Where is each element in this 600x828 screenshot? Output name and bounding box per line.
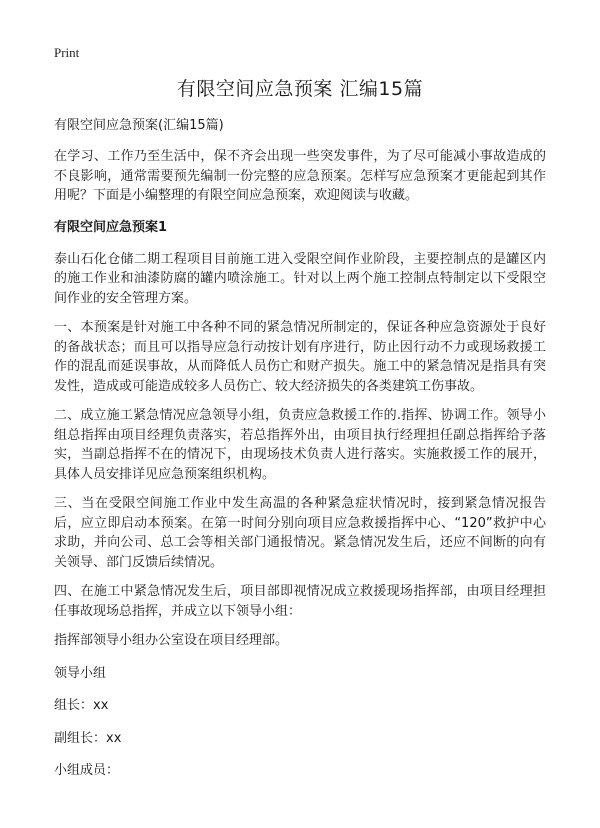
deputy-leader-line: 副组长：xx — [54, 730, 122, 746]
group-members-line: 小组成员： — [54, 763, 120, 778]
body-paragraph: 一、本预案是针对施工中各种不同的紧急情况所制定的，保证各种应急资源处于良好的备战状态；而且可以指导应急行动按计划有序进行，防止因行动不力或现场救援工作的混乱而延误事故，从而降低人员伤亡和财产损失。施工中的紧急情况是指具有突发性，造成或可能造成较多人员伤亡、较大经济损失的各类建筑工伤事故。 — [54, 320, 546, 394]
section-heading: 有限空间应急预案1 — [54, 219, 168, 235]
group-leader-line: 组长：xx — [54, 698, 109, 713]
intro-paragraph: 在学习、工作乃至生活中，保不齐会出现一些突发事件，为了尽可能减小事故造成的不良影响，通常需要预先编制一份完整的应急预案。怎样写应急预案才更能起到其作用呢？下面是小编整理的有限空间应急预案，欢迎阅读与收藏。 — [54, 149, 546, 203]
document-subtitle: 有限空间应急预案(汇编15篇) — [54, 118, 224, 133]
body-paragraph: 二、成立施工紧急情况应急领导小组，负责应急救援工作的.指挥、协调工作。领导小组总指挥由项目经理负责落实，若总指挥外出，由项目执行经理担任副总指挥给予落实，当副总指挥不在的情况下，由现场技术负责人进行落实。实施救援工作的展开，具体人员安排详见应急预案组织机构。 — [54, 408, 546, 482]
body-paragraph: 泰山石化仓储二期工程项目目前施工进入受限空间作业阶段，主要控制点的是罐区内的施工作业和油漆防腐的罐内喷涂施工。针对以上两个施工控制点特制定以下受限空间作业的安全管理方案。 — [54, 251, 546, 306]
body-paragraph: 四、在施工中紧急情况发生后，项目部即视情况成立救援现场指挥部，由项目经理担任事故现场总指挥，并成立以下领导小组： — [54, 584, 546, 619]
print-link[interactable]: Print — [54, 45, 80, 60]
body-paragraph: 三、当在受限空间施工作业中发生高温的各种紧急症状情况时，接到紧急情况报告后，应立即启动本预案。在第一时间分别向项目应急救援指挥中心、“120”救护中心求助，并向公司、总工会等相关部门通报情况。紧急情况发生后，还应不间断的向有关领导、部门反馈后续情况。 — [54, 496, 546, 570]
page-title: 有限空间应急预案 汇编15篇 — [176, 78, 424, 100]
office-line: 指挥部领导小组办公室设在项目经理部。 — [54, 633, 289, 648]
leadership-group-heading: 领导小组 — [54, 665, 107, 681]
